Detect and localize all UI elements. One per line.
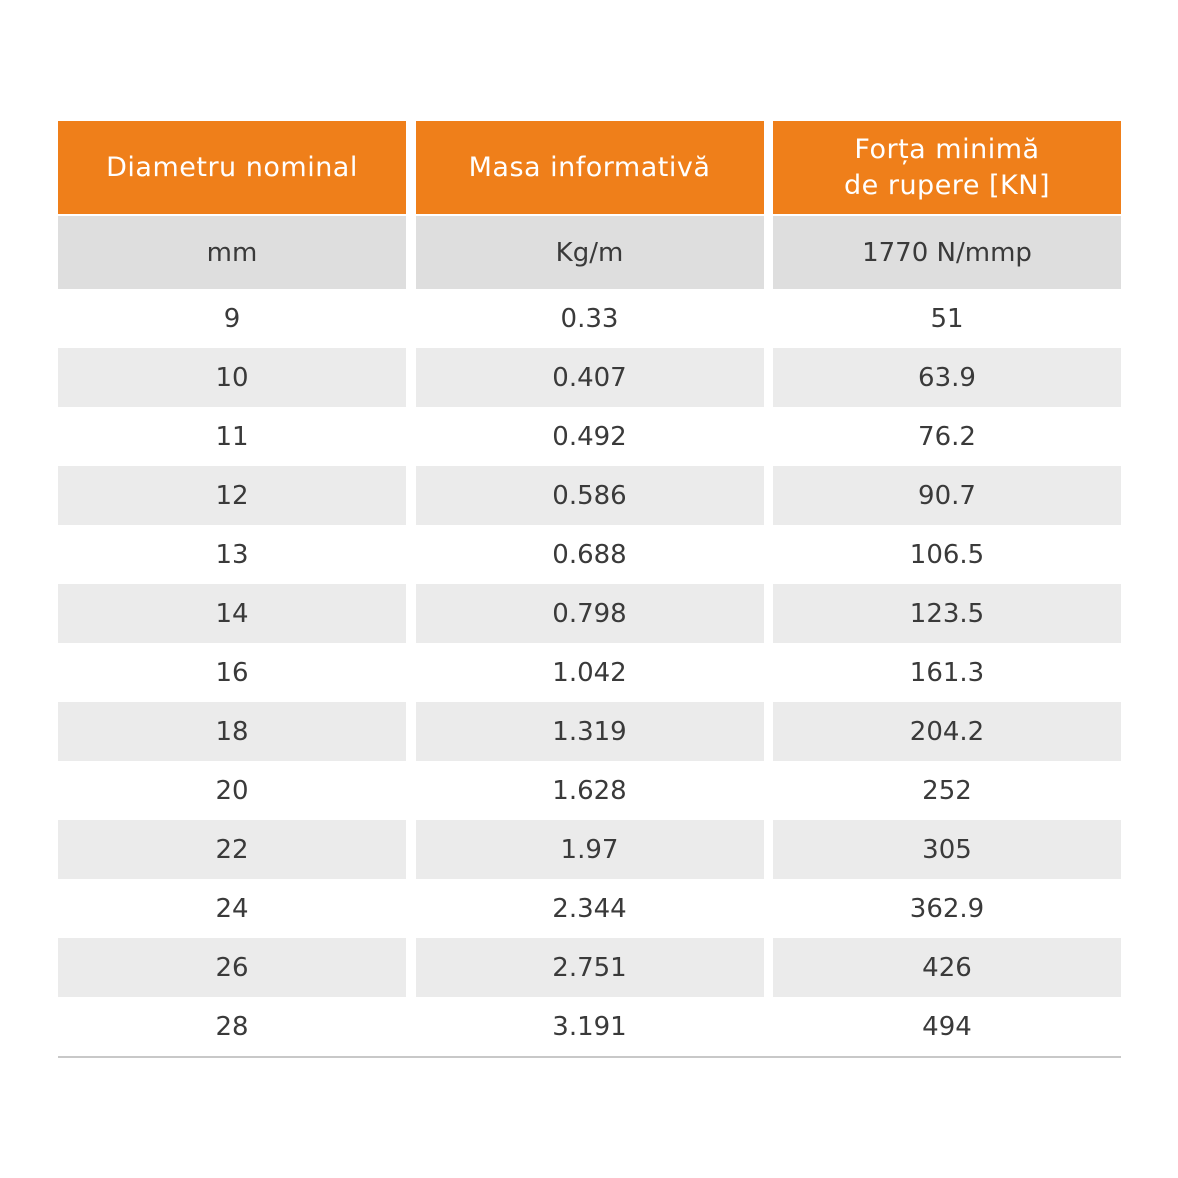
cell-mass: 0.798 (416, 584, 764, 643)
cell-force: 90.7 (773, 466, 1121, 525)
cell-force: 51 (773, 289, 1121, 348)
header-force (773, 121, 1121, 214)
cell-mass: 3.191 (416, 997, 764, 1056)
header-force-line1: Forța minimă (854, 133, 1040, 165)
cell-diameter: 22 (58, 820, 406, 879)
cell-diameter: 24 (58, 879, 406, 938)
table-row (58, 466, 1121, 525)
cell-mass: 2.344 (416, 879, 764, 938)
cell-diameter: 11 (58, 407, 406, 466)
cell-mass: 1.628 (416, 761, 764, 820)
header-mass-label: Masa informativă (468, 151, 711, 183)
cell-diameter: 26 (58, 938, 406, 997)
table-units-row (58, 216, 1121, 289)
cell-diameter: 13 (58, 525, 406, 584)
cell-force: 362.9 (773, 879, 1121, 938)
table-row (58, 407, 1121, 466)
cell-mass: 0.407 (416, 348, 764, 407)
cell-diameter: 28 (58, 997, 406, 1056)
header-force-line2: de rupere [KN] (844, 169, 1050, 201)
cell-mass: 1.042 (416, 643, 764, 702)
table-row (58, 525, 1121, 584)
cell-force: 252 (773, 761, 1121, 820)
cell-force: 161.3 (773, 643, 1121, 702)
cell-mass: 1.319 (416, 702, 764, 761)
cell-force: 204.2 (773, 702, 1121, 761)
unit-mass: Kg/m (416, 216, 764, 289)
cell-mass: 0.492 (416, 407, 764, 466)
cell-diameter: 20 (58, 761, 406, 820)
header-diameter-label: Diametru nominal (106, 151, 358, 183)
cell-force: 63.9 (773, 348, 1121, 407)
table-header-row (58, 121, 1121, 214)
cell-mass: 0.33 (416, 289, 764, 348)
specification-table (58, 121, 1121, 1058)
table-body (58, 289, 1121, 1056)
cell-diameter: 9 (58, 289, 406, 348)
cell-force: 426 (773, 938, 1121, 997)
table-row (58, 348, 1121, 407)
cell-force: 494 (773, 997, 1121, 1056)
cell-diameter: 14 (58, 584, 406, 643)
table-row (58, 702, 1121, 761)
cell-force: 106.5 (773, 525, 1121, 584)
cell-diameter: 16 (58, 643, 406, 702)
header-mass (416, 121, 764, 214)
table-row (58, 820, 1121, 879)
cell-force: 76.2 (773, 407, 1121, 466)
cell-force: 305 (773, 820, 1121, 879)
unit-diameter: mm (58, 216, 406, 289)
cell-mass: 0.586 (416, 466, 764, 525)
table-row (58, 584, 1121, 643)
table-row (58, 879, 1121, 938)
table-row (58, 643, 1121, 702)
cell-mass: 2.751 (416, 938, 764, 997)
cell-diameter: 12 (58, 466, 406, 525)
cell-force: 123.5 (773, 584, 1121, 643)
table-row (58, 997, 1121, 1056)
table-bottom-divider (58, 1056, 1121, 1058)
cell-diameter: 10 (58, 348, 406, 407)
table-row (58, 761, 1121, 820)
cell-diameter: 18 (58, 702, 406, 761)
unit-force: 1770 N/mmp (773, 216, 1121, 289)
header-diameter (58, 121, 406, 214)
table-row (58, 938, 1121, 997)
cell-mass: 1.97 (416, 820, 764, 879)
table-row (58, 289, 1121, 348)
cell-mass: 0.688 (416, 525, 764, 584)
